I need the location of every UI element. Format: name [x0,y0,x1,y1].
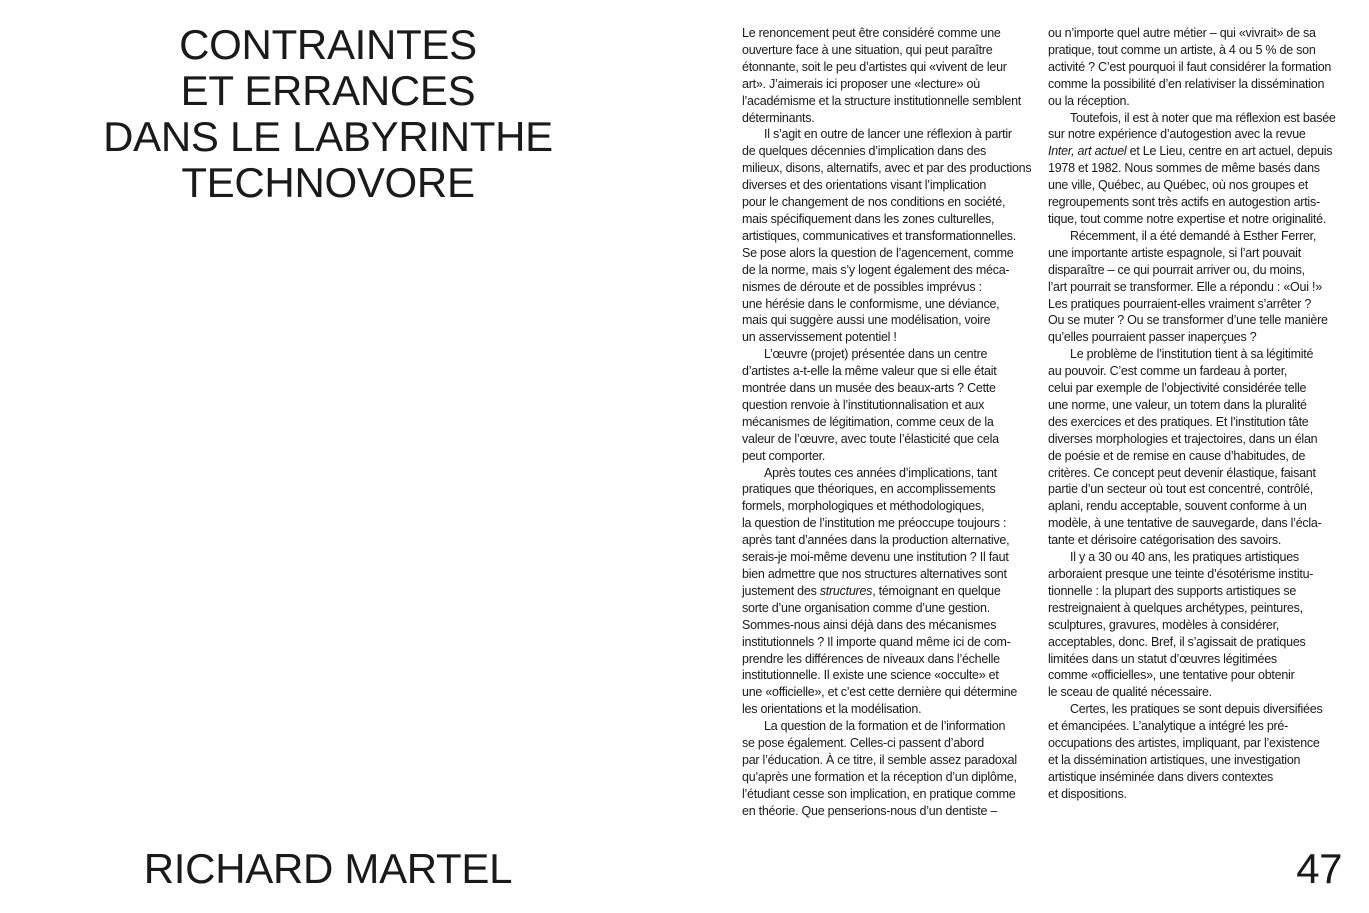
text-line: Il s’agit en outre de lancer une réflexion à partir [764,127,1012,142]
text-line: de quelques décennies d’implication dans des [742,144,987,159]
text-line: un asservissement potentiel ! [742,330,897,345]
text-line: mécanismes de légitimation, comme ceux de la [742,414,994,429]
text-line: ou n’importe quel autre métier – qui «vivrait» de sa [1048,26,1316,40]
text-line: mais spécifiquement dans les zones culturelles, [742,211,995,226]
paragraph [742,126,1042,346]
text-line: ou la réception. [1048,93,1130,108]
text-line: le sceau de qualité nécessaire. [1048,685,1212,700]
text-line: milieux, disons, alternatifs, avec et par des productions [742,161,1032,176]
text-line: 1978 et 1982. Nous sommes de même basés dans [1048,161,1320,176]
text-line: tionnelle : la plupart des supports artistiques se [1048,583,1297,598]
text-line: d’artistes a-t-elle la même valeur que si elle était [742,364,997,379]
text-line: sculptures, gravures, modèles à considérer, [1048,617,1280,632]
text-line: Les pratiques pourraient-elles vraiment s’arrêter ? [1048,296,1312,311]
text-line: qu’après une formation et la réception d’un diplôme, [742,769,1017,784]
title-line: DANS LE LABYRINTHE [103,113,553,160]
text-line: restreignaient à quelques archétypes, peintures, [1048,600,1303,615]
text-line: l’étudiant cesse son implication, en pratique comme [742,786,1016,801]
text-line: les orientations et la modélisation. [742,702,922,717]
title-line: ET ERRANCES [180,67,476,114]
text-line: acceptables, donc. Bref, il s’agissait de pratiques [1048,634,1306,649]
article-title [60,22,596,206]
text-line: regroupements sont très actifs en autogestion artis- [1048,195,1320,210]
paragraph [1048,346,1348,549]
body-column-right [1048,25,1348,803]
text-line [742,583,1042,600]
text-line: après tant d’années dans la production alternative, [742,533,1010,548]
text-line: mais qui suggère aussi une modélisation, voire [742,313,991,328]
text-line: disparaître – ce qui pourrait arriver ou, du moins, [1048,262,1305,277]
paragraph [742,346,1042,464]
text-line: comme la possibilité d’en relativiser la dissémination [1048,76,1325,91]
text-line: bien admettre que nos structures alternatives sont [742,567,1007,581]
text-line: institutionnelle. Il existe une science «occulte» et [742,668,999,683]
text-line: pratique, tout comme un artiste, à 4 ou 5 % de son [1048,42,1316,57]
text-line: une hérésie dans le conformisme, une déviance, [742,296,1000,311]
paragraph [1048,228,1348,346]
text-line: déterminants. [742,110,815,125]
text-line: partie d’un secteur où tout est concentré, contrôlé, [1048,482,1313,497]
text-line: et dispositions. [1048,786,1127,801]
text-line: Après toutes ces années d’implications, tant [764,465,997,480]
text-line: sur notre expérience d’autogestion avec la revue [1048,127,1306,142]
text-line: qu’elles pourraient passer inaperçues ? [1048,330,1257,345]
text-line: institutionnels ? Il importe quand même ici de com- [742,634,1011,649]
text-fragment: justement des [742,583,820,598]
text-line: La question de la formation et de l’information [764,719,1006,734]
text-line: tante et dérisoire catégorisation des savoirs. [1048,533,1282,548]
text-line: comme «officielles», une tentative pour obtenir [1048,668,1295,683]
text-line: étonnante, soit le peu d’artistes qui «vivent de leur [742,59,1007,74]
paragraph [1048,549,1348,701]
italic-term: Inter, art actuel [1048,144,1127,159]
body-column-left [742,25,1042,820]
text-line: pratiques que théoriques, en accomplissements [742,482,996,497]
title-line: CONTRAINTES [179,21,477,68]
text-line: Récemment, il a été demandé à Esther Ferrer, [1070,228,1317,243]
text-line: et émancipées. L’analytique a intégré les pré- [1048,719,1289,734]
text-line: art». J’aimerais ici proposer une «lecture» où [742,76,980,91]
text-line: montrée dans un musée des beaux-arts ? Cette [742,381,996,396]
text-line: une ville, Québec, au Québec, où nos groupes et [1048,178,1308,193]
text-line: Ou se muter ? Ou se transformer d’une telle manière [1048,313,1328,328]
text-line: par l’éducation. À ce titre, il semble assez paradoxal [742,752,1017,767]
text-line: Se pose alors la question de l’agencement, comme [742,245,1014,260]
page-number: 47 [1296,845,1342,892]
paragraph [1048,110,1348,228]
paragraph [1048,25,1348,110]
text-line: et la dissémination artistiques, une investigation [1048,752,1301,767]
text-line: l’académisme et la structure institutionnelle semblent [742,93,1021,108]
paragraph [1048,701,1348,802]
text-line: une importante artiste espagnole, si l’art pouvait [1048,245,1301,260]
text-line: occupations des artistes, impliquant, par l’existence [1048,736,1320,751]
text-line: tique, tout comme notre expertise et notre originalité. [1048,211,1327,226]
text-line: en théorie. Que penserions-nous d’un dentiste – [742,803,998,818]
text-line: L’œuvre (projet) présentée dans un centre [764,347,988,362]
text-line: question renvoie à l’institutionnalisation et aux [742,397,985,412]
paragraph [742,25,1042,126]
text-line: formels, morphologiques et méthodologiques, [742,499,985,514]
text-fragment: et Le Lieu, centre en art actuel, depuis [1126,144,1333,159]
text-line: Le renoncement peut être considéré comme une [742,26,1001,40]
text-line: au pouvoir. C’est comme un fardeau à porter, [1048,364,1288,379]
text-line: prendre les différences de niveaux dans l’échelle [742,651,1000,666]
text-line: diverses morphologies et trajectoires, dans un élan [1048,431,1318,446]
text-line: se pose également. Celles-ci passent d’abord [742,736,984,751]
text-fragment: , témoignant en quelque [872,583,1001,598]
text-line: aplani, rendu acceptable, souvent conforme à un [1048,499,1307,514]
text-line: arboraient presque une teinte d’ésotérisme institu- [1048,567,1314,581]
text-line: artistiques, communicatives et transformationnelles. [742,228,1016,243]
text-line: Sommes-nous ainsi déjà dans des mécanismes [742,617,997,632]
text-line: peut comporter. [742,448,826,463]
text-line: ouverture face à une situation, qui peut paraître [742,42,993,57]
text-line: des exercices et des pratiques. Et l’institution tâte [1048,414,1309,429]
text-line: sorte d’une organisation comme d’une gestion. [742,600,990,615]
text-line: de poésie et de remise en cause d’habitudes, de [1048,448,1306,463]
paragraph [742,465,1042,719]
text-line: la question de l’institution me préoccupe toujours : [742,516,1007,531]
text-line: l’art pourrait se transformer. Elle a répondu : «Oui !» [1048,279,1322,294]
text-line: Certes, les pratiques se sont depuis diversifiées [1070,702,1323,717]
text-line [1048,143,1348,160]
text-line: critères. Ce concept peut devenir élastique, faisant [1048,465,1316,480]
author-name: RICHARD MARTEL [143,845,513,892]
text-line: valeur de l’œuvre, avec toute l’élasticité que cela [742,431,999,446]
text-line: de la norme, mais s’y logent également des méca- [742,262,1010,277]
paragraph [742,718,1042,819]
text-line: diverses et des orientations visant l’implication [742,178,987,193]
text-line: artistique inséminée dans divers contextes [1048,769,1274,784]
italic-term: structures [819,583,873,598]
text-line: Toutefois, il est à noter que ma réflexion est basée [1070,110,1336,125]
text-line: activité ? C’est pourquoi il faut considérer la formation [1048,59,1332,74]
text-line: Il y a 30 ou 40 ans, les pratiques artistiques [1070,550,1299,565]
text-line: pour le changement de nos conditions en société, [742,195,1006,210]
text-line: limitées dans un statut d’œuvres légitimées [1048,651,1277,666]
text-line: serais-je moi-même devenu une institution ? Il faut [742,550,1009,565]
text-line: celui par exemple de l’objectivité considérée telle [1048,381,1307,396]
text-line: une norme, une valeur, un totem dans la pluralité [1048,397,1307,412]
text-line: une «officielle», et c’est cette dernière qui détermine [742,685,1018,700]
text-line: modèle, à une tentative de sauvegarde, dans l’écla- [1048,516,1322,531]
text-line: Le problème de l’institution tient à sa légitimité [1070,347,1314,362]
title-line: TECHNOVORE [181,159,475,206]
text-line: nismes de déroute et de possibles imprévus : [742,279,982,294]
